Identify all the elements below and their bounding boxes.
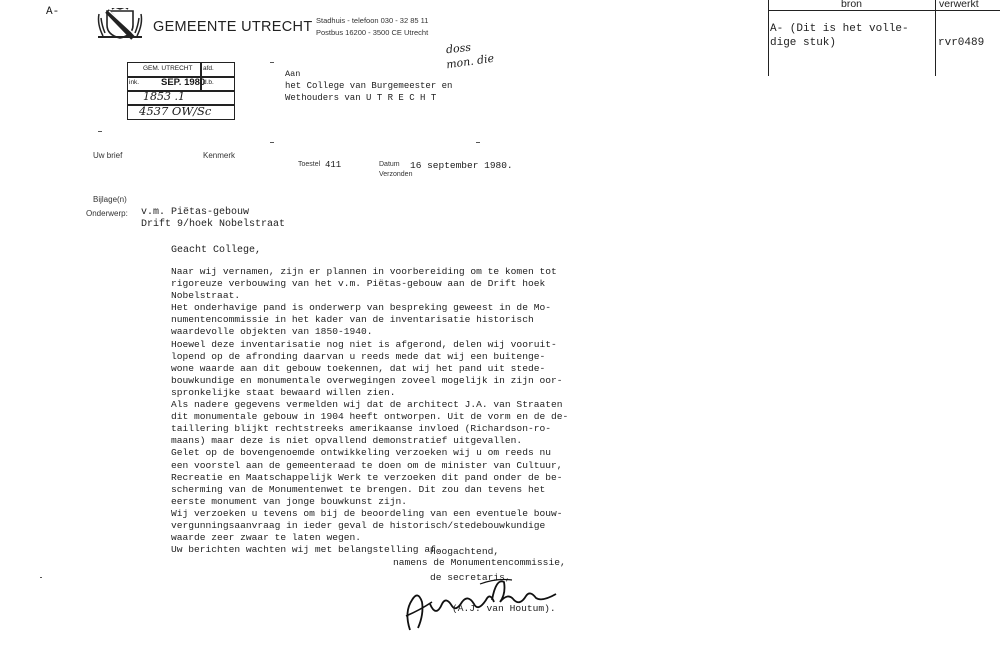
subject-line-1: v.m. Piëtas-gebouw <box>141 207 250 218</box>
table-header-bron: bron <box>841 0 863 10</box>
stamp-db: d.b. <box>203 79 214 86</box>
bijlagen-label: Bijlage(n) <box>93 195 127 204</box>
letter-line: Als nadere gegevens vermelden wij dat de architect J.A. van Straaten <box>171 399 563 411</box>
letter-line: lopend op de afronding daarvan u reeds mede dat wij een buitenge- <box>171 350 546 362</box>
address-line-2: Postbus 16200 - 3500 CE Utrecht <box>316 28 429 37</box>
stamp-ink: ink. <box>129 79 140 86</box>
datum-value: 16 september 1980. <box>410 160 513 171</box>
stamp-handwritten-code: 4537 OW/Sc <box>139 104 212 118</box>
salutation: Geacht College, <box>171 245 262 256</box>
kenmerk-label: Kenmerk <box>203 151 236 160</box>
letter-line: maans) maar deze is niet opvallend demonstratief uitgevallen. <box>171 435 523 447</box>
stamp-handwritten-number: 1853 .1 <box>143 90 185 103</box>
letter-line: bouwkundige en monumentale overwegingen zoveel mogelijk in zijn oor- <box>171 374 563 386</box>
letter-line: wone waarde aan dit gebouw toekennen, dat wij het pand uit stede- <box>171 362 546 374</box>
table-header-verwerkt: verwerkt <box>939 0 979 10</box>
letter-line: dit monumentale gebouw in 1904 heeft ontworpen. Uit de vorm en de de- <box>171 411 569 423</box>
margin-marker: A- <box>46 6 60 18</box>
letter-line: numentencommissie in het kader van de inventarisatie historisch <box>171 314 534 326</box>
scan-speck <box>40 577 42 578</box>
letter-line: Hoewel deze inventarisatie nog niet is afgerond, delen wij vooruit- <box>171 338 557 350</box>
toestel-value: 411 <box>325 160 342 170</box>
letter-line: Het onderhavige pand is onderwerp van bespreking geweest in de Mo- <box>171 302 551 314</box>
fold-mark <box>270 142 274 143</box>
closing-greeting: Hoogachtend, <box>430 546 500 557</box>
verzonden-label: Verzonden <box>379 171 413 178</box>
stamp-afd: afd. <box>203 65 214 72</box>
stamp-date: SEP. 1980 <box>161 77 206 88</box>
letter-line: Uw berichten wachten wij met belangstelling af. <box>171 544 442 556</box>
letter-line: rigoreuze verbouwing van het v.m. Piëtas-gebouw aan de Drift hoek <box>171 278 546 290</box>
letter-line: Gelet op de bovengenoemde ontwikkeling verzoeken wij u om reeds nu <box>171 447 551 459</box>
address-line-1: Stadhuis - telefoon 030 - 32 85 11 <box>316 16 429 25</box>
letter-line: Recreatie en Maatschappelijk Werk te verzoeken dit pand onder de be- <box>171 471 563 483</box>
uw-brief-label: Uw brief <box>93 151 123 160</box>
table-cell-description-2: dige stuk) <box>770 37 837 49</box>
onderwerp-label: Onderwerp: <box>86 209 128 218</box>
letter-line: scherming van de Monumentenwet te brengen. Dit zou dan tevens het <box>171 483 546 495</box>
stamp-org: GEM. UTRECHT <box>143 65 193 72</box>
letter-line: Wij verzoeken u tevens om bij de beoordeling van een eventuele bouw- <box>171 507 563 519</box>
signature-name: (A.J. van Houtum). <box>452 603 556 614</box>
datum-label: Datum <box>379 161 400 168</box>
organization-name: GEMEENTE UTRECHT <box>153 19 313 35</box>
closing-on-behalf: namens de Monumentencommissie, <box>393 557 566 568</box>
letter-line: taillering blijkt rechtstreeks amerikaanse invloed (Richardson-ro- <box>171 423 551 435</box>
closing-role: de secretaris, <box>430 572 511 583</box>
coat-of-arms-logo <box>95 8 145 40</box>
letter-line: waarde zeer zwaar te laten wegen. <box>171 532 361 544</box>
letter-line: een voorstel aan de gemeenteraad te doen om de minister van Cultuur, <box>171 459 563 471</box>
archive-table <box>768 0 1000 76</box>
handwritten-note-line-1: doss <box>445 40 472 57</box>
letter-line: waardevolle objekten van 1850-1940. <box>171 326 373 338</box>
letter-line: eerste monument van jonge bouwkunst zijn. <box>171 495 408 507</box>
table-cell-code: rvr0489 <box>938 37 985 49</box>
subject-line-2: Drift 9/hoek Nobelstraat <box>141 219 286 230</box>
letter-body <box>171 266 568 556</box>
fold-mark <box>476 142 480 143</box>
letter-line: Nobelstraat. <box>171 290 241 302</box>
registration-stamp <box>127 62 235 120</box>
handwritten-note-line-2: mon. die <box>445 51 495 72</box>
letter-line: vergunningsaanvraag in ieder geval de historisch/stedebouwkundige <box>171 519 546 531</box>
fold-mark <box>270 62 274 63</box>
table-cell-description-1: A- (Dit is het volle- <box>770 23 909 35</box>
recipient-line-2: Wethouders van U T R E C H T <box>285 93 437 103</box>
toestel-label: Toestel <box>298 161 321 168</box>
letter-line: Naar wij vernamen, zijn er plannen in voorbereiding om te komen tot <box>171 266 557 277</box>
recipient-line-1: het College van Burgemeester en <box>285 81 453 91</box>
fold-mark <box>98 131 102 132</box>
letter-line: spronkelijke staat bewaard willen zien. <box>171 386 396 398</box>
recipient-aan: Aan <box>285 69 301 79</box>
